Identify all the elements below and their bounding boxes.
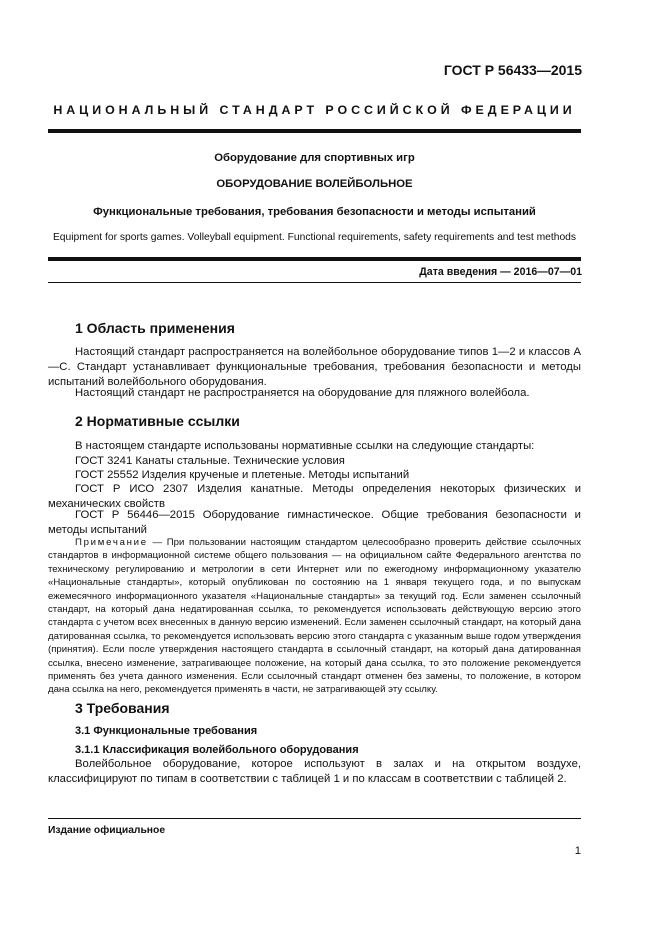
section-3-heading: 3 Требования bbox=[75, 700, 170, 716]
note-text: — При пользовании настоящим стандартом целесообразно проверить действие ссылочных стандартов в информационной системе общего пользования — на официальном сайте Федерального агентства по техническому регулированию и метрологии в сети Интернет или по ежегодному информационному указателю «Национальные стандарты», который опубликован по состоянию на 1 января текущего года, и по выпускам ежемесячного информационного указателя «Национальные стандарты» за текущий год. Если заменен ссылочный стандарт, на который дана недатированная ссылка, то рекомендуется использовать действующую версию этого стандарта с учетом всех внесенных в данную версию изменений. Если заменен ссылочный стандарт, на который дана датированная ссылка, то рекомендуется использовать версию этого стандарта с указанным выше годом утверждения (принятия). Если после утверждения настоящего стандарта в ссылочный стандарт, на который дана датированная ссылка, внесено изменение, затрагивающее положение, на который дана ссылка, то это положение рекомендуется применять без учета данного изменения. Если ссылочный стандарт отменен без замены, то положение, в котором дана ссылка на него, рекомендуется применять в части, не затрагивающей эту ссылку. bbox=[48, 537, 581, 696]
note-label: Примечание bbox=[75, 537, 148, 548]
subsection-3-1-heading: 3.1 Функциональные требования bbox=[75, 725, 258, 737]
section-1-paragraph-2: Настоящий стандарт не распространяется на оборудование для пляжного волейбола. bbox=[75, 387, 530, 399]
section-3-paragraph-1: Волейбольное оборудование, которое используют в залах и на открытом воздухе, классифицируют по типам в соответствии с таблицей 1 и по классам в соответствии с таблицей 2. bbox=[48, 758, 581, 785]
date-rule bbox=[48, 282, 581, 283]
section-2-heading: 2 Нормативные ссылки bbox=[75, 413, 240, 429]
reference-item: ГОСТ Р ИСО 2307 Изделия канатные. Методы определения некоторых физических и механических свойств bbox=[48, 483, 581, 510]
document-subtitle: Функциональные требования, требования безопасности и методы испытаний bbox=[93, 206, 536, 218]
references-note bbox=[48, 536, 581, 697]
standard-category: Оборудование для спортивных игр bbox=[214, 152, 415, 164]
reference-item: ГОСТ 25552 Изделия крученые и плетеные. Методы испытаний bbox=[75, 469, 410, 481]
section-1-paragraph-1: Настоящий стандарт распространяется на волейбольное оборудование типов 1—2 и классов А—С. Стандарт устанавливает функциональные требования, требования безопасности и методы испытаний волейбольного оборудования. bbox=[48, 346, 581, 388]
reference-item: ГОСТ Р 56446—2015 Оборудование гимнастическое. Общие требования безопасности и методы испытаний bbox=[48, 509, 581, 536]
footer-rule bbox=[48, 818, 581, 819]
section-1-heading: 1 Область применения bbox=[75, 320, 235, 336]
reference-item: ГОСТ 3241 Канаты стальные. Технические условия bbox=[75, 455, 345, 467]
national-standard-banner: НАЦИОНАЛЬНЫЙ СТАНДАРТ РОССИЙСКОЙ ФЕДЕРАЦИИ bbox=[53, 103, 576, 117]
english-title: Equipment for sports games. Volleyball equipment. Functional requirements, safety requirements and test methods bbox=[52, 232, 577, 243]
document-number: ГОСТ Р 56433—2015 bbox=[443, 62, 582, 78]
references-intro: В настоящем стандарте использованы нормативные ссылки на следующие стандарты: bbox=[75, 440, 535, 452]
document-title: ОБОРУДОВАНИЕ ВОЛЕЙБОЛЬНОЕ bbox=[216, 178, 413, 190]
subsection-3-1-1-heading: 3.1.1 Классификация волейбольного оборудования bbox=[75, 744, 359, 756]
title-thick-rule bbox=[48, 257, 581, 261]
page-number: 1 bbox=[574, 845, 581, 857]
introduction-date: Дата введения — 2016—07—01 bbox=[419, 266, 582, 278]
official-edition-label: Издание официальное bbox=[48, 825, 166, 836]
header-thick-rule bbox=[48, 129, 581, 133]
